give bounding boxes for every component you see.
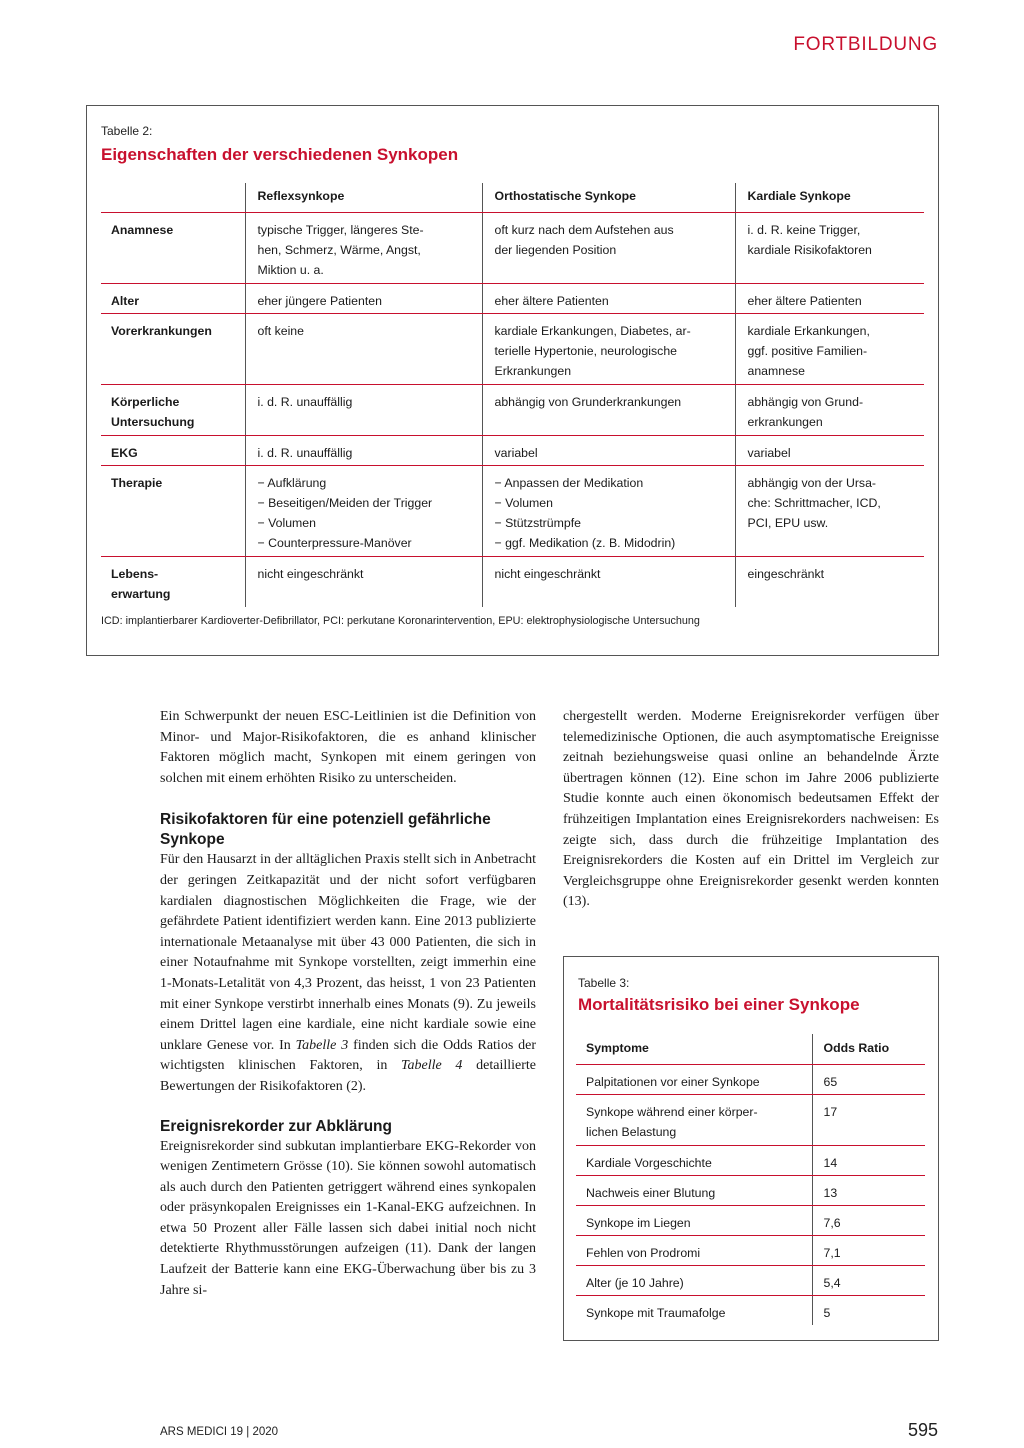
table-cell: eher jüngere Patienten xyxy=(245,283,482,313)
paragraph-risikofaktoren xyxy=(160,850,536,1097)
table-cell: kardiale Erkankungen, ggf. positive Familien- anamnese xyxy=(735,313,924,384)
table-2-title: Eigenschaften der verschiedenen Synkopen xyxy=(101,145,459,164)
column-header-kardial: Kardiale Synkope xyxy=(735,183,924,212)
table-row xyxy=(576,1205,925,1235)
symptom-cell: Synkope während einer körper- lichen Belastung xyxy=(576,1094,812,1145)
table-cell: eingeschränkt xyxy=(735,556,924,607)
table-cell: i. d. R. keine Trigger, kardiale Risikofaktoren xyxy=(735,212,924,283)
table-row xyxy=(101,283,924,313)
table-cell: i. d. R. unauffällig xyxy=(245,384,482,435)
table-cell: nicht eingeschränkt xyxy=(245,556,482,607)
table-cell: kardiale Erkankungen, Diabetes, ar- terielle Hypertonie, neurologische Erkrankungen xyxy=(482,313,735,384)
journal-footer: ARS MEDICI 19 | 2020 xyxy=(160,1426,279,1438)
row-label: Anamnese xyxy=(101,212,245,283)
odds-cell: 65 xyxy=(812,1064,925,1094)
table-cell: oft kurz nach dem Aufstehen aus der liegenden Position xyxy=(482,212,735,283)
mortality-table xyxy=(576,1034,925,1325)
odds-cell: 14 xyxy=(812,1145,925,1175)
table-cell: abhängig von Grund- erkrankungen xyxy=(735,384,924,435)
table-row xyxy=(576,1094,925,1145)
table-row xyxy=(576,1064,925,1094)
odds-cell: 7,6 xyxy=(812,1205,925,1235)
symptom-cell: Synkope im Liegen xyxy=(576,1205,812,1235)
heading-risikofaktoren: Risikofaktoren für eine potenziell gefährliche Synkope xyxy=(160,811,491,849)
row-label: Therapie xyxy=(101,465,245,556)
table-cell: oft keine xyxy=(245,313,482,384)
table-row xyxy=(576,1175,925,1205)
table-cell: i. d. R. unauffällig xyxy=(245,435,482,465)
table-2-box xyxy=(86,105,939,656)
section-label: FORTBILDUNG xyxy=(793,34,938,55)
text-run: Für den Hausarzt in der alltäglichen Praxis stellt sich in Anbetracht der geringen Zeitkapazität und der nicht sofort verfügbaren kardialen diagnostischen Möglichkeiten die Frage, wie der gefährdete Patient identifiziert werden kann. Eine 2013 publizierte internationale Metaanalyse mit über 43 000 Patienten, die sich in einer Notaufnahme mit Synkope vorstellten, zeigt immerhin eine 1-Monats-Letalität von 4,3 Prozent, das heisst, 1 von 23 Patienten mit einer Synkope verstirbt innerhalb eines Monats (9). Zu jeweils einem Drittel lagen eine kardiale, eine nicht kardiale sowie eine unklare Genese vor. In xyxy=(160,852,536,1053)
symptom-cell: Nachweis einer Blutung xyxy=(576,1175,812,1205)
symptom-cell: Fehlen von Prodromi xyxy=(576,1235,812,1265)
table-cell: − Aufklärung − Beseitigen/Meiden der Trigger − Volumen − Counterpressure-Manöver xyxy=(245,465,482,556)
table-row xyxy=(101,313,924,384)
table-cell: abhängig von Grunderkrankungen xyxy=(482,384,735,435)
table-row xyxy=(101,435,924,465)
table-row xyxy=(101,212,924,283)
table-row xyxy=(576,1295,925,1325)
table-3-box xyxy=(563,956,939,1341)
column-header-reflex: Reflexsynkope xyxy=(245,183,482,212)
page-number: 595 xyxy=(907,1420,938,1440)
text-run: finden sich die Odds Ratios der wichtigsten klinischen Faktoren, in xyxy=(160,1037,536,1074)
row-label: Vorerkrankungen xyxy=(101,313,245,384)
table-2-caption: Tabelle 2: xyxy=(101,124,153,138)
table-cell: variabel xyxy=(482,435,735,465)
table-2-footnote: ICD: implantierbarer Kardioverter-Defibrillator, PCI: perkutane Koronarintervention, EPU: elektrophysiologische Untersuchung xyxy=(101,615,700,627)
table-header-row xyxy=(576,1034,925,1064)
text-run: detaillierte Bewertungen der Risikofaktoren (2). xyxy=(160,1058,536,1094)
row-label: Alter xyxy=(101,283,245,313)
column-header-ortho: Orthostatische Synkope xyxy=(482,183,735,212)
table-reference: Tabelle 4 xyxy=(401,1058,463,1074)
right-column xyxy=(563,707,939,913)
table-row xyxy=(101,465,924,556)
row-label: Lebens- erwartung xyxy=(111,566,171,601)
table-3-title: Mortalitätsrisiko bei einer Synkope xyxy=(578,995,860,1014)
table-row xyxy=(576,1145,925,1175)
table-row xyxy=(101,556,924,607)
paragraph-continued: chergestellt werden. Moderne Ereignisrekorder verfügen über telemedizinische Optionen, die auch asymptomatische Ereignisse zeitnah beziehungsweise quasi online an behandelnde Ärzte übertragen können (12). Eine schon im Jahre 2006 publizierte Studie konnte auch einen ökonomisch bedeutsamen Effekt der frühzeitigen Implantation eines Ereignisrekorders nachweisen: Es zeigte sich, dass durch die frühzeitige Implantation des Ereignisrekorders die Kosten auf ein Drittel im Vergleich zur Vergleichsgruppe ohne Ereignisrekorder gesenkt werden konnten (13). xyxy=(563,709,939,910)
table-3-caption: Tabelle 3: xyxy=(578,976,630,990)
row-label: EKG xyxy=(101,435,245,465)
symptom-cell: Synkope mit Traumafolge xyxy=(586,1305,726,1320)
table-row xyxy=(576,1265,925,1295)
symptom-cell: Alter (je 10 Jahre) xyxy=(576,1265,812,1295)
left-column xyxy=(160,707,536,1301)
odds-cell: 5 xyxy=(812,1295,925,1325)
odds-cell: 17 xyxy=(812,1094,925,1145)
table-row xyxy=(576,1235,925,1265)
symptom-cell: Palpitationen vor einer Synkope xyxy=(576,1064,812,1094)
table-cell: eher ältere Patienten xyxy=(735,283,924,313)
odds-cell: 5,4 xyxy=(812,1265,925,1295)
table-cell: nicht eingeschränkt xyxy=(482,556,735,607)
table-reference: Tabelle 3 xyxy=(295,1037,349,1053)
symptom-cell: Kardiale Vorgeschichte xyxy=(576,1145,812,1175)
synkopen-table xyxy=(101,183,924,607)
row-label: Körperliche Untersuchung xyxy=(101,384,245,435)
table-row xyxy=(101,384,924,435)
table-cell: variabel xyxy=(735,435,924,465)
table-cell: − Anpassen der Medikation − Volumen − Stützstrümpfe − ggf. Medikation (z. B. Midodrin) xyxy=(482,465,735,556)
table-cell: abhängig von der Ursa- che: Schrittmacher, ICD, PCI, EPU usw. xyxy=(735,465,924,556)
column-header xyxy=(101,183,245,212)
odds-cell: 13 xyxy=(812,1175,925,1205)
intro-paragraph: Ein Schwerpunkt der neuen ESC-Leitlinien ist die Definition von Minor- und Major-Risikofaktoren, die es anhand klinischer Faktoren möglich macht, Synkopen mit einem geringen von solchen mit einem erhöhten Risiko zu unterscheiden. xyxy=(160,709,536,786)
table-header-row xyxy=(101,183,924,212)
paragraph-ereignisrekorder: Ereignisrekorder sind subkutan implantierbare EKG-Rekorder von wenigen Zentimetern Grösse (10). Sie können sowohl automatisch als auch durch den Patienten getriggert während eines synkopalen oder präsynkopalen Ereignisses ein 1-Kanal-EKG aufzeichnen. In etwa 50 Prozent aller Fälle lassen sich dabei initial noch nicht detektierte Rhythmusstörungen aufzeigen (11). Dank der langen Laufzeit der Batterie kann eine EKG-Überwachung über bis zu 3 Jahre si- xyxy=(160,1138,536,1298)
odds-cell: 7,1 xyxy=(812,1235,925,1265)
table-cell: typische Trigger, längeres Ste- hen, Schmerz, Wärme, Angst, Miktion u. a. xyxy=(245,212,482,283)
table-cell: eher ältere Patienten xyxy=(482,283,735,313)
column-header-odds: Odds Ratio xyxy=(812,1034,925,1064)
heading-ereignisrekorder: Ereignisrekorder zur Abklärung xyxy=(160,1117,392,1135)
column-header-symptome: Symptome xyxy=(576,1034,812,1064)
